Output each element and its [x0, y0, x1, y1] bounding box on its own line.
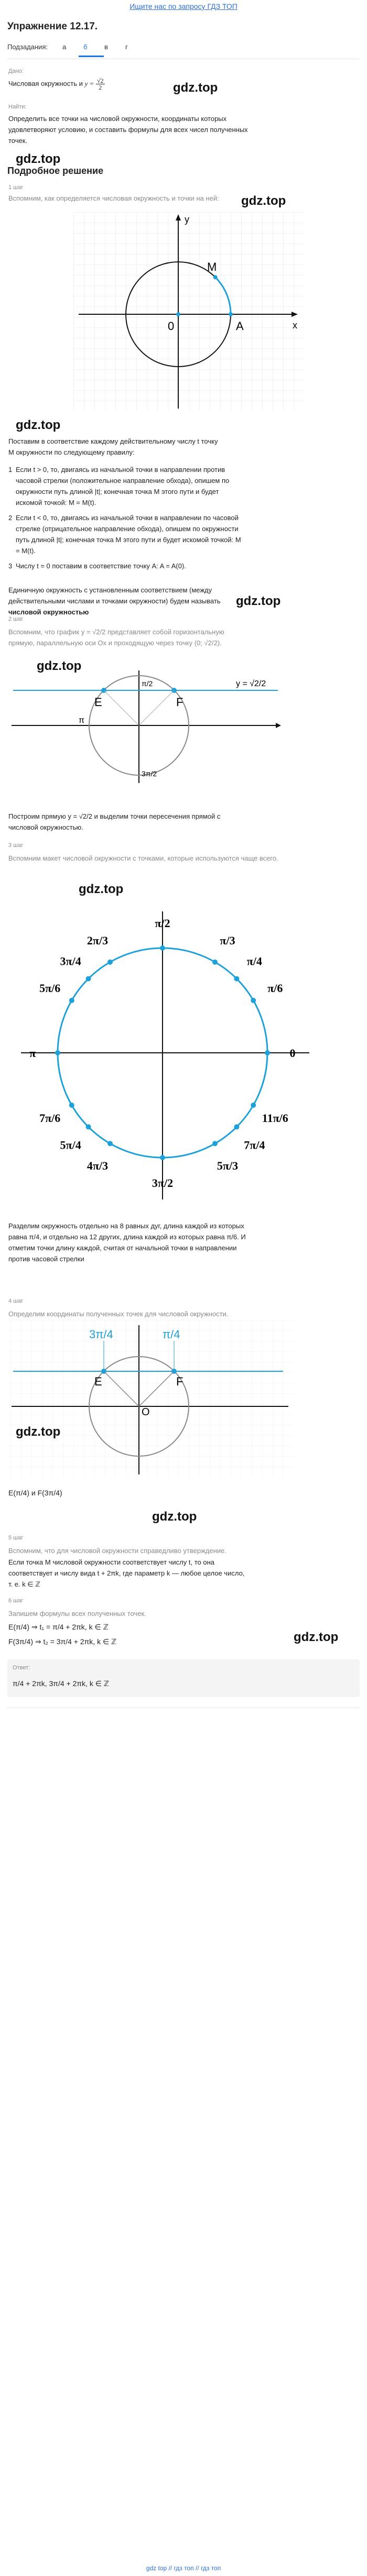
circle-point-label: 7π/6: [39, 1111, 61, 1125]
line-intersection-graph: [10, 665, 283, 786]
watermark: gdz.top: [37, 659, 82, 673]
find-text: Определить все точки на числовой окружности, координаты которых удовлетворяют условию, и составить формулы для всех чисел полученных точек.: [8, 115, 248, 145]
circle-point: [69, 1103, 74, 1108]
e-value-label: 3π/4: [89, 1328, 113, 1341]
circle-point: [160, 945, 165, 951]
f-value-label: π/4: [163, 1328, 180, 1341]
point-e-label: E: [94, 696, 102, 709]
step6-label: 6 шаг: [8, 1598, 24, 1604]
tab-g[interactable]: г: [125, 43, 128, 51]
circle-point-label: 5π/6: [39, 982, 61, 995]
circle-point: [265, 1050, 270, 1055]
circle-point: [55, 1050, 60, 1055]
list-item: 3 Числу t = 0 поставим в соответствие точку A: A = A(0).: [8, 562, 186, 570]
given-label: Дано:: [8, 68, 24, 74]
step4-intro: Определим координаты полученных точек для числовой окружности.: [8, 1310, 229, 1318]
unit-circle-graph: [73, 212, 304, 411]
circle-point: [86, 976, 91, 982]
answer-label: Ответ:: [13, 1665, 30, 1671]
circle-point-label: 11π/6: [262, 1111, 288, 1125]
watermark: gdz.top: [173, 81, 218, 95]
footer-links[interactable]: gdz top // гдз топ // гдз топ: [146, 2564, 221, 2572]
circle-point-label: π: [29, 1047, 36, 1060]
point-f-label: F: [176, 1375, 183, 1388]
circle-point-label: π/2: [155, 917, 170, 930]
step2-para: Построим прямую y = √2/2 и выделим точки пересечения прямой с числовой окружностью.: [8, 812, 221, 831]
watermark: gdz.top: [294, 1630, 339, 1644]
step4-label: 4 шаг: [8, 1298, 24, 1304]
point-a-label: A: [236, 320, 244, 333]
tab-b[interactable]: б: [83, 43, 88, 51]
subitems-label: Подзадания:: [7, 43, 48, 51]
page-title: Упражнение 12.17.: [7, 21, 98, 32]
find-label: Найти:: [8, 104, 27, 110]
circle-point-label: π/3: [220, 934, 235, 948]
watermark: gdz.top: [16, 152, 61, 166]
circle-point-label: 3π/4: [60, 954, 81, 968]
circle-point-label: 4π/3: [87, 1159, 109, 1172]
tab-a[interactable]: а: [62, 43, 67, 51]
given-text: Числовая окружность и y = $\frac{√2}{2}$: [8, 77, 104, 91]
x-axis-label: x: [293, 320, 297, 331]
watermark: gdz.top: [16, 1425, 61, 1439]
solution-title: Подробное решение: [7, 166, 104, 176]
step3-intro: Вспомним макет числовой окружности с точками, которые используются чаще всего.: [8, 854, 278, 862]
subitems-bar: [7, 43, 128, 51]
step6-line1: E(π/4) ⇒ t₁ = π/4 + 2πk, k ∈ ℤ: [8, 1623, 109, 1631]
pi-label: π: [79, 716, 85, 725]
step1-label: 1 шаг: [8, 184, 24, 191]
circle-point: [234, 976, 239, 982]
point-m-label: M: [207, 260, 217, 273]
watermark: gdz.top: [79, 882, 124, 896]
step5-text: Если точка M числовой окружности соответствует числу t, то она соответствует и числу вида t + 2πk, где параметр k — любое целое число, т. е. k ∈ ℤ: [8, 1558, 245, 1588]
origin-label: O: [142, 1406, 150, 1418]
step1-intro: Вспомним, как определяется числовая окружность и точки на ней:: [8, 194, 219, 202]
pi2-label: π/2: [142, 679, 153, 688]
search-hint-link[interactable]: Ищите нас по запросу ГДЗ ТОП: [129, 2, 238, 10]
step4-result: E(π/4) и F(3π/4): [8, 1489, 62, 1497]
step5-label: 5 шаг: [8, 1535, 24, 1541]
three-pi2-label: 3π/2: [142, 769, 157, 778]
circle-point-label: 5π/4: [60, 1138, 81, 1152]
tab-v[interactable]: в: [104, 43, 108, 51]
watermark: gdz.top: [241, 194, 286, 208]
point-e-label: E: [94, 1375, 102, 1388]
circle-point-label: 2π/3: [87, 934, 109, 948]
circle-point-label: 5π/3: [217, 1159, 239, 1172]
step1-list: [8, 464, 246, 576]
origin-label: 0: [168, 320, 175, 333]
step2-intro: Вспомним, что график y = √2/2 представляет собой горизонтальную прямую, параллельную оси Ox и проходящую через точку (0; √2/2).: [8, 628, 224, 647]
number-circle-layout: [10, 901, 315, 1205]
step1-para: Поставим в соответствие каждому действительному числу t точку M окружности по следующему правилу:: [8, 437, 218, 456]
circle-point: [212, 1141, 218, 1146]
circle-point-label: 0: [289, 1047, 296, 1060]
step5-intro: Вспомним, что для числовой окружности справедливо утверждение.: [8, 1547, 226, 1555]
step2-label: 2 шаг: [8, 616, 24, 622]
circle-point: [107, 960, 113, 965]
watermark: gdz.top: [16, 418, 61, 432]
active-tab-indicator: [79, 56, 104, 57]
step3-label: 3 шаг: [8, 842, 24, 849]
circle-point: [86, 1124, 91, 1129]
answer-text: π/4 + 2πk, 3π/4 + 2πk, k ∈ ℤ: [13, 1679, 110, 1688]
step6-intro: Запишем формулы всех полученных точек.: [8, 1610, 146, 1617]
circle-point: [234, 1124, 239, 1129]
list-item: 2 Если t < 0, то, двигаясь из начальной точки в направлении по часовой стрелке (отрицательное направление обхода), опишем по окружности путь длиной |t|; конечная точка M этого пути и будет искомой точкой: M = M(t).: [8, 514, 241, 555]
circle-point-label: 3π/2: [152, 1176, 174, 1190]
circle-point-label: 7π/4: [244, 1138, 265, 1152]
circle-point-label: π/6: [267, 982, 283, 995]
y-axis-label: y: [185, 214, 189, 225]
list-item: 1 Если t > 0, то, двигаясь из начальной точки в направлении против часовой стрелки (положительное направление обхода), опишем по окружности путь длиной |t|; конечная точка M этого пути и будет искомой точкой: M = M(t).: [8, 466, 230, 507]
circle-point: [212, 960, 218, 965]
coordinates-graph: [10, 1320, 294, 1477]
step6-line2: F(3π/4) ⇒ t₂ = 3π/4 + 2πk, k ∈ ℤ: [8, 1637, 117, 1646]
watermark: gdz.top: [236, 594, 281, 608]
circle-point: [69, 998, 74, 1003]
step1-summary: Единичную окружность с установленным соответствием (между действительными числами и точками окружности) будем называть числовой окружностью: [8, 586, 221, 616]
circle-point-label: π/4: [246, 954, 262, 968]
step3-para: Разделим окружность отдельно на 8 равных дуг, длина каждой из которых равна π/4, и отдельно на 12 других, длина каждой из которых равна π/6. И отметим точки длину каждой, считая от начальной точки в направлении против часовой стрелки: [8, 1222, 246, 1263]
watermark: gdz.top: [152, 1510, 197, 1524]
circle-point: [251, 998, 256, 1003]
point-f-label: F: [176, 696, 183, 709]
circle-point: [160, 1155, 165, 1160]
line-equation-label: y = √2/2: [236, 679, 266, 688]
circle-point: [251, 1103, 256, 1108]
circle-point: [107, 1141, 113, 1146]
